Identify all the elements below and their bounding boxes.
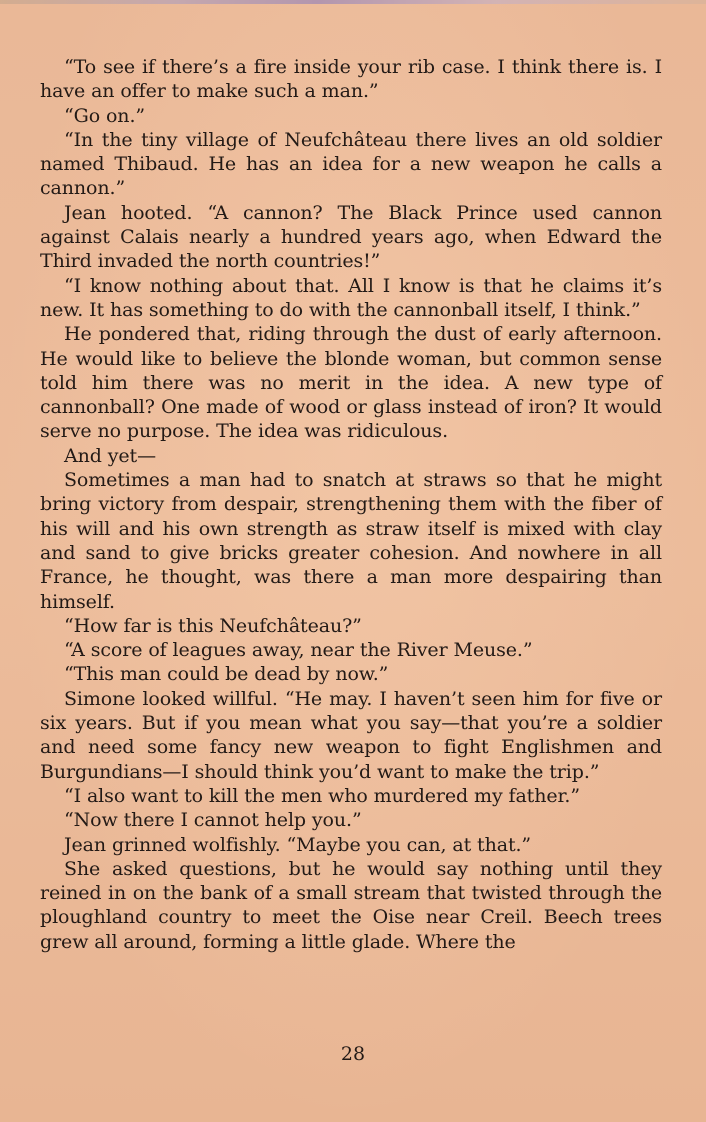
paragraph: She asked questions, but he would say nothing until they reined in on the bank of a small stream that twisted through the ploughland country to meet the Oise near Creil. Beech trees grew all around, forming a little glade. Where the — [40, 857, 662, 953]
paragraph: “A score of leagues away, near the River Meuse.” — [64, 639, 533, 662]
paragraph: Jean hooted. “A cannon? The Black Prince used cannon against Calais nearly a hundred years ago, when Edward the Third invaded the north countries!” — [40, 201, 662, 273]
paragraph: “How far is this Neufchâteau?” — [64, 614, 362, 637]
page-number: 28 — [340, 1043, 366, 1065]
paragraph: “I also want to kill the men who murdered my father.” — [64, 784, 580, 807]
paragraph: Simone looked willful. “He may. I haven’t seen him for five or six years. But if you mean what you say—that you’re a soldier and need some fancy new weapon to fight Englishmen and Burgundians—I should think you’d want to make the trip.” — [40, 687, 662, 783]
paragraph: “I know nothing about that. All I know is that he claims it’s new. It has something to do with the cannonball itself, I think.” — [40, 274, 662, 321]
paragraph: He pondered that, riding through the dust of early afternoon. He would like to believe the blonde woman, but common sense told him there was no merit in the idea. A new type of cannonball? One made of wood or glass instead of iron? It would serve no purpose. The idea was ridiculous. — [40, 323, 662, 443]
paragraph: “Go on.” — [64, 104, 145, 127]
body-text — [40, 55, 662, 954]
page-top-edge — [0, 0, 706, 4]
paragraph: “To see if there’s a fire inside your rib case. I think there is. I have an offer to make such a man.” — [40, 56, 662, 103]
paragraph: “In the tiny village of Neufchâteau there lives an old soldier named Thibaud. He has an idea for a new weapon he calls a cannon.” — [40, 128, 662, 200]
paragraph: “This man could be dead by now.” — [64, 663, 389, 686]
paragraph: Jean grinned wolfishly. “Maybe you can, at that.” — [64, 833, 532, 856]
paragraph: And yet— — [64, 444, 156, 467]
paragraph: Sometimes a man had to snatch at straws so that he might bring victory from despair, strengthening them with the fiber of his will and his own strength as straw itself is mixed with clay and sand to give bricks greater cohesion. And nowhere in all France, he thought, was there a man more despairing than himself. — [40, 469, 662, 613]
paragraph: “Now there I cannot help you.” — [64, 809, 362, 832]
